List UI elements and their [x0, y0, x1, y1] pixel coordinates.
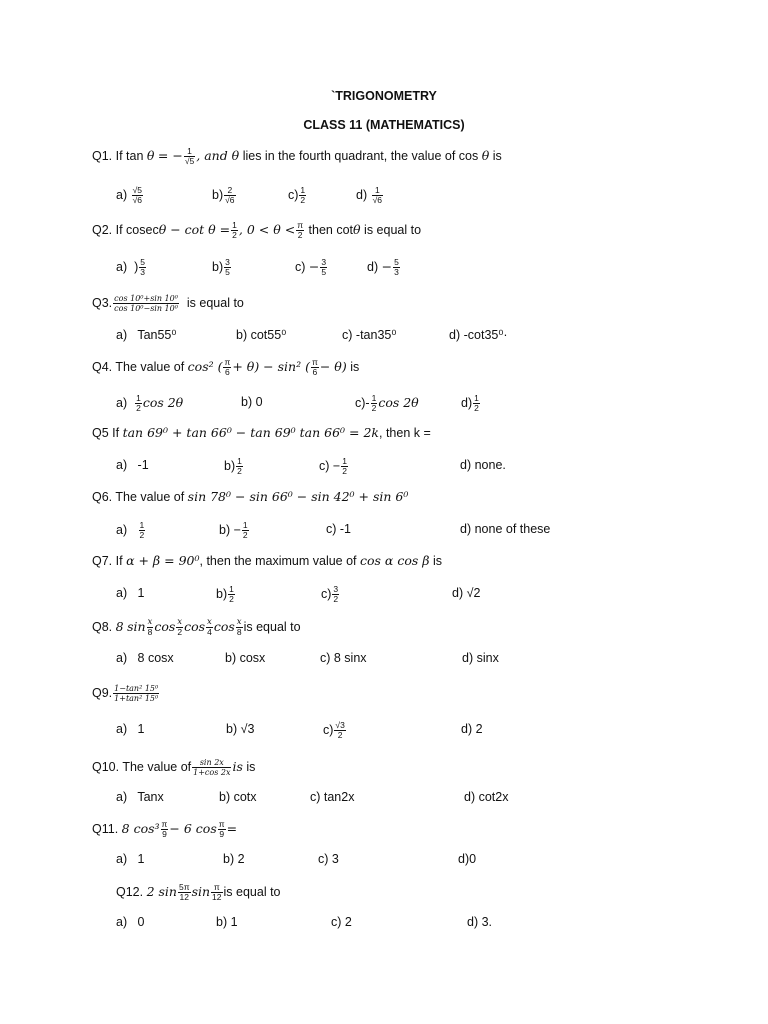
q8-option-a[interactable]: a) 8 cosx — [116, 651, 174, 665]
q12-option-b[interactable]: b) 1 — [216, 915, 238, 929]
q2-option-d[interactable]: d) − $\frac{5}{3}$ — [367, 257, 399, 277]
q3-option-c[interactable]: c) -tan35⁰ — [342, 328, 397, 342]
q10-option-a[interactable]: a) Tanx — [116, 790, 164, 804]
q10-option-c[interactable]: c) tan2x — [310, 790, 355, 804]
q4-option-a[interactable]: a) $\frac{1}{2}$ cos 2θ — [116, 393, 184, 413]
q11-option-a[interactable]: a) 1 — [116, 852, 145, 866]
q7-option-c[interactable]: c) $\frac{3}{2}$ — [321, 584, 339, 604]
q4-option-b[interactable]: b) 0 — [241, 395, 263, 409]
question-5: Q5 If tan 69⁰ + tan 66⁰ − tan 69⁰ tan 66⁰ = 2k, then k = — [92, 425, 431, 440]
q9-option-a[interactable]: a) 1 — [116, 722, 145, 736]
question-7: Q7. If α + β = 90⁰, then the maximum value of cos α cos β is — [92, 553, 443, 568]
q11-option-c[interactable]: c) 3 — [318, 852, 339, 866]
q5-option-a[interactable]: a) -1 — [116, 458, 149, 472]
q3-option-b[interactable]: b) cot55⁰ — [236, 328, 287, 342]
page-title: `TRIGONOMETRY — [331, 89, 437, 103]
q12-option-c[interactable]: c) 2 — [331, 915, 352, 929]
q11-option-d[interactable]: d)0 — [458, 852, 477, 866]
q8-option-d[interactable]: d) sinx — [462, 651, 499, 665]
q1-option-d[interactable]: d) $\frac{1}{√6}$ — [356, 185, 383, 205]
q4-option-d[interactable]: d) $\frac{1}{2}$ — [461, 393, 479, 413]
q7-option-d[interactable]: d) √2 — [452, 586, 481, 600]
q5-option-c[interactable]: c) − $\frac{1}{2}$ — [319, 456, 347, 476]
q9-option-c[interactable]: c) $\frac{√3}{2}$ — [323, 720, 345, 740]
question-12: Q12. 2 sin $\frac{5\pi}{12}$ sin $\frac{\pi}{12}$ is equal to — [116, 882, 281, 902]
q6-option-b[interactable]: b) − $\frac{1}{2}$ — [219, 520, 248, 540]
q2-option-b[interactable]: b) $\frac{3}{5}$ — [212, 257, 230, 277]
question-10: Q10. The value of $\frac{\sin 2x}{1+\cos 2x}$ is is — [92, 758, 256, 777]
question-4: Q4. The value of cos² ( $\frac{\pi}{6}$ + θ) − sin² ( $\frac{\pi}{6}$ − θ) is — [92, 357, 360, 377]
q2-option-c[interactable]: c) − $\frac{3}{5}$ — [295, 257, 327, 277]
q3-option-a[interactable]: a) Tan55⁰ — [116, 328, 177, 342]
q12-option-a[interactable]: a) 0 — [116, 915, 145, 929]
q1-option-c[interactable]: c) $\frac{1}{2}$ — [288, 185, 306, 205]
question-2: Q2. If cosecθ − cot θ = $\frac{1}{2}$ , 0 < θ < $\frac{\pi}{2}$ then cotθ is equal to — [92, 220, 422, 240]
q3-option-d[interactable]: d) -cot35⁰· — [449, 328, 508, 342]
q6-option-d[interactable]: d) none of these — [460, 522, 551, 536]
q5-option-d[interactable]: d) none. — [460, 458, 506, 472]
q1-option-b[interactable]: b) $\frac{2}{√6}$ — [212, 185, 235, 205]
q8-option-b[interactable]: b) cosx — [225, 651, 266, 665]
q9-option-d[interactable]: d) 2 — [461, 722, 483, 736]
q5-option-b[interactable]: b) $\frac{1}{2}$ — [224, 456, 242, 476]
page-subtitle: CLASS 11 (MATHEMATICS) — [303, 118, 465, 132]
question-11: Q11. 8 cos³ $\frac{\pi}{9}$ − 6 cos $\frac{\pi}{9}$ = — [92, 819, 238, 839]
q7-option-a[interactable]: a) 1 — [116, 586, 145, 600]
q4-option-c[interactable]: c)- $\frac{1}{2}$ cos 2θ — [355, 393, 419, 413]
q11-option-b[interactable]: b) 2 — [223, 852, 245, 866]
q8-option-c[interactable]: c) 8 sinx — [320, 651, 367, 665]
question-6: Q6. The value of sin 78⁰ − sin 66⁰ − sin 42⁰ + sin 6⁰ — [92, 489, 409, 504]
question-9: Q9. $\frac{\text{1−tan² 15⁰}}{\text{1+tan² 15⁰}}$ — [92, 684, 159, 703]
q10-option-b[interactable]: b) cotx — [219, 790, 257, 804]
q2-option-a[interactable]: a) ) $\frac{5}{3}$ — [116, 257, 145, 277]
question-3: Q3. $\frac{\text{cos 10⁰+sin 10⁰}}{\text{cos 10⁰−sin 10⁰}}$ is equal to — [92, 294, 244, 313]
question-8: Q8. 8 sin $\frac{x}{8}$ cos $\frac{x}{2}$ cos $\frac{x}{4}$ cos $\frac{x}{8}$ is equal to — [92, 617, 301, 637]
question-1: Q1. If tan θ = − $\frac{1}{√5}$ , and θ lies in the fourth quadrant, the value of cos θ is — [92, 146, 502, 166]
q6-option-a[interactable]: a) $\frac{1}{2}$ — [116, 520, 145, 540]
q1-option-a[interactable]: a) $\frac{√5}{√6}$ — [116, 185, 143, 205]
q6-option-c[interactable]: c) -1 — [326, 522, 351, 536]
q7-option-b[interactable]: b) $\frac{1}{2}$ — [216, 584, 234, 604]
q12-option-d[interactable]: d) 3. — [467, 915, 493, 929]
q9-option-b[interactable]: b) √3 — [226, 722, 255, 736]
q10-option-d[interactable]: d) cot2x — [464, 790, 509, 804]
